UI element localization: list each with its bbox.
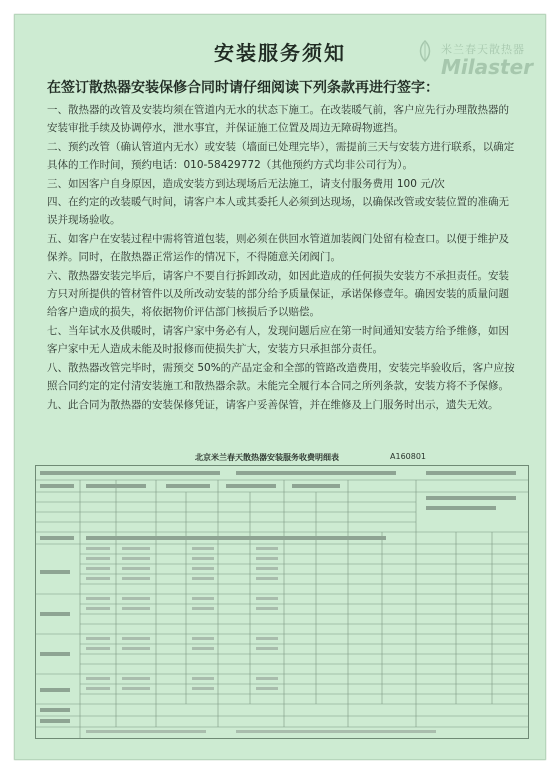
fee-table: [35, 465, 529, 739]
fee-table-code: A160801: [390, 452, 427, 461]
clause-item: 一、散热器的改管及安装均须在管道内无水的状态下施工。在改装暖气前，客户应先行办理散热器的安装审批手续及协调停水，泄水事宜，并保证施工位置及周边无障碍物遮挡。: [47, 104, 509, 135]
clause-list: [47, 101, 519, 414]
clause-item: 三、如因客户自身原因，造成安装方到达现场后无法施工，请支付服务费用 100 元/次: [47, 177, 445, 190]
logo-brand-cn: 米兰春天散热器: [441, 43, 525, 56]
clause-item: 六、散热器安装完毕后，请客户不要自行拆卸改动，如因此造成的任何损失安装方不承担责任。安装方只对所提供的管材管件以及所改动安装的部分给予质量保证，承诺保修壹年。确因安装的质量问题给客户造成的损失，将依据物价评估部门核损后予以赔偿。: [47, 269, 509, 319]
notice-subtitle: 在签订散热器安装保修合同时请仔细阅读下列条款再进行签字：: [47, 80, 439, 96]
logo-brand-en: Milaster: [441, 55, 534, 79]
clause-item: 五、如客户在安装过程中需将管道包装，则必须在供回水管道加装阀门处留有检查口。以便于维护及保养。同时，在散热器正常运作的情况下，不得随意关闭阀门。: [47, 232, 509, 264]
clause-item: 九、此合同为散热器的安装保修凭证，请客户妥善保管，并在维修及上门服务时出示，遗失无效。: [47, 398, 499, 411]
clause-item: 八、散热器改管完毕时，需预交 50%的产品定金和全部的管路改造费用，安装完毕验收后，客户应按照合同约定的定付清安装施工和散热器余款。未能完全履行本合同之所列条款，安装方将不予保修。: [47, 361, 515, 393]
clause-item: 二、预约改管（确认管道内无水）或安装（墙面已处理完毕），需提前三天与安装方进行联系，以确定具体的工作时间，预约电话：010-58429772（其他预约方式均非公司行为）。: [47, 140, 515, 172]
page-title: 安装服务须知: [214, 41, 346, 65]
fee-table-title: 北京米兰春天散热器安装服务收费明细表: [195, 453, 339, 462]
clause-item: 七、当年试水及供暖时，请客户家中务必有人，发现问题后应在第一时间通知安装方给予维修，如因客户家中无人造成未能及时报修而使损失扩大，安装方只承担部分责任。: [47, 324, 509, 356]
notice-sheet: [14, 14, 546, 760]
fee-table-grid: [36, 466, 528, 738]
clause-item: 四、在约定的改装暖气时间，请客户本人或其委托人必须到达现场，以确保改管或安装位置的准确无误并现场验收。: [47, 196, 509, 227]
